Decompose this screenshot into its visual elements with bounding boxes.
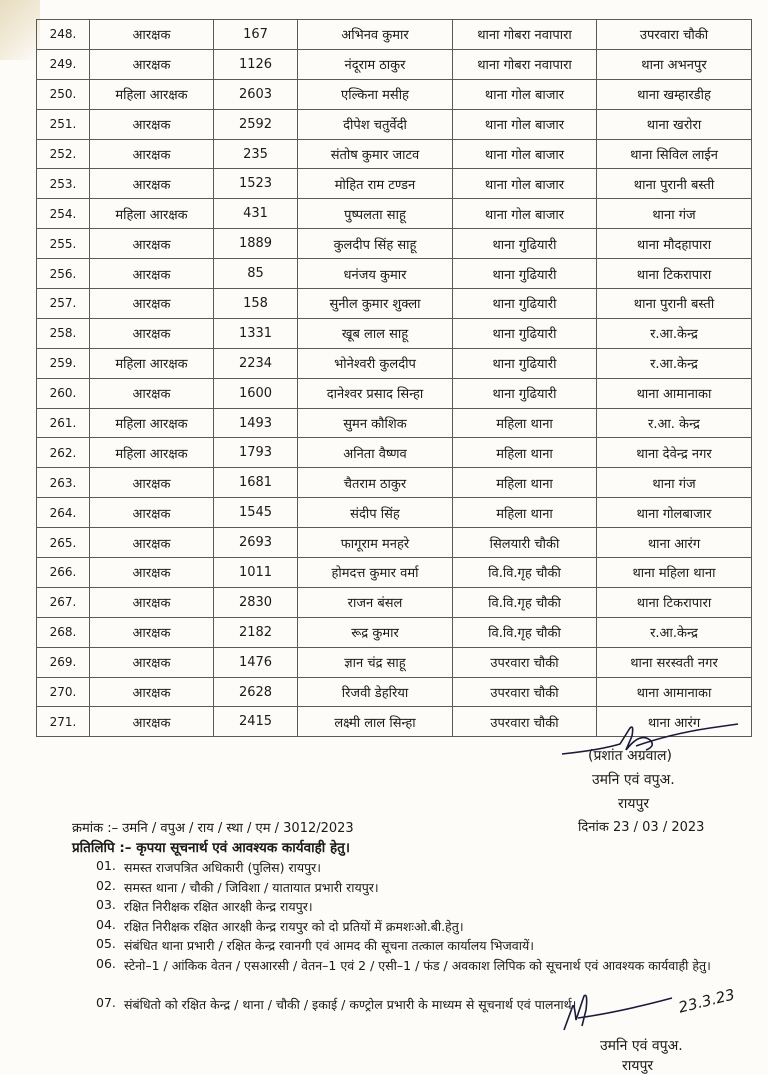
table-row: [37, 289, 752, 319]
current-posting-cell: थाना गोल बाजार: [453, 169, 597, 199]
current-posting-cell: वि.वि.गृह चौकी: [453, 617, 597, 647]
rank-cell: आरक्षक: [90, 139, 214, 169]
serial-number-cell: 251.: [37, 109, 90, 139]
employee-name-cell: राजन बंसल: [298, 587, 453, 617]
rank-cell: आरक्षक: [90, 707, 214, 737]
badge-number-cell: 1331: [214, 318, 298, 348]
current-posting-cell: महिला थाना: [453, 408, 597, 438]
new-posting-cell: थाना पुरानी बस्ती: [597, 169, 752, 199]
badge-number-cell: 1126: [214, 49, 298, 79]
employee-name-cell: अभिनव कुमार: [298, 20, 453, 50]
current-posting-cell: वि.वि.गृह चौकी: [453, 587, 597, 617]
new-posting-cell: र.आ.केन्द्र: [597, 348, 752, 378]
rank-cell: महिला आरक्षक: [90, 348, 214, 378]
employee-name-cell: पुष्पलता साहू: [298, 199, 453, 229]
rank-cell: आरक्षक: [90, 587, 214, 617]
reference-date: दिनांक 23 / 03 / 2023: [578, 820, 705, 835]
table-row: [37, 528, 752, 558]
current-posting-cell: वि.वि.गृह चौकी: [453, 558, 597, 588]
employee-name-cell: सुमन कौशिक: [298, 408, 453, 438]
table-row: [37, 498, 752, 528]
rank-cell: आरक्षक: [90, 20, 214, 50]
rank-cell: महिला आरक्षक: [90, 79, 214, 109]
employee-name-cell: एल्किना मसीह: [298, 79, 453, 109]
serial-number-cell: 254.: [37, 199, 90, 229]
copy-item-text: रक्षित निरीक्षक रक्षित आरक्षी केन्द्र रायपुर।: [124, 899, 313, 915]
copy-item-number: 03.: [96, 897, 116, 913]
serial-number-cell: 260.: [37, 378, 90, 408]
employee-name-cell: संदीप सिंह: [298, 498, 453, 528]
rank-cell: आरक्षक: [90, 259, 214, 289]
current-posting-cell: महिला थाना: [453, 498, 597, 528]
new-posting-cell: थाना गंज: [597, 468, 752, 498]
second-signature-block: [560, 985, 750, 1074]
employee-name-cell: खूब लाल साहू: [298, 318, 453, 348]
new-posting-cell: थाना सरस्वती नगर: [597, 647, 752, 677]
table-row: [37, 20, 752, 50]
rank-cell: आरक्षक: [90, 498, 214, 528]
current-posting-cell: थाना गोल बाजार: [453, 139, 597, 169]
serial-number-cell: 257.: [37, 289, 90, 319]
copy-item-text: स्टेनो–1 / आंकिक वेतन / एसआरसी / वेतन–1 एवं 2 / एसी–1 / फंड / अवकाश लिपिक को सूचनार्थ एवं आवश्यक कार्यवाही हेतु।: [124, 957, 711, 973]
badge-number-cell: 2830: [214, 587, 298, 617]
new-posting-cell: र.आ.केन्द्र: [597, 617, 752, 647]
copy-heading: प्रतिलिपि :– कृपया सूचनार्थ एवं आवश्यक कार्यवाही हेतु।: [72, 840, 350, 856]
current-posting-cell: थाना गोबरा नवापारा: [453, 20, 597, 50]
new-posting-cell: र.आ. केन्द्र: [597, 408, 752, 438]
copy-item-text: रक्षित निरीक्षक रक्षित आरक्षी केन्द्र रायपुर को दो प्रतियों में क्रमशःओ.बी.हेतु।: [124, 918, 464, 934]
badge-number-cell: 2603: [214, 79, 298, 109]
rank-cell: आरक्षक: [90, 109, 214, 139]
employee-name-cell: दानेश्वर प्रसाद सिन्हा: [298, 378, 453, 408]
serial-number-cell: 248.: [37, 20, 90, 50]
new-posting-cell: थाना पुरानी बस्ती: [597, 289, 752, 319]
copy-item-number: 06.: [96, 955, 116, 971]
copy-item: [96, 878, 736, 898]
copy-item-text: संबंधित थाना प्रभारी / रक्षित केन्द्र रवानगी एवं आमद की सूचना तत्काल कार्यालय भिजवायें।: [124, 938, 534, 954]
badge-number-cell: 85: [214, 259, 298, 289]
new-posting-cell: थाना सिविल लाईन: [597, 139, 752, 169]
badge-number-cell: 1793: [214, 438, 298, 468]
table-row: [37, 468, 752, 498]
new-posting-cell: थाना महिला थाना: [597, 558, 752, 588]
employee-name-cell: नंदूराम ठाकुर: [298, 49, 453, 79]
signatory-city: रायपुर: [618, 796, 650, 812]
current-posting-cell: थाना गोल बाजार: [453, 109, 597, 139]
badge-number-cell: 1011: [214, 558, 298, 588]
table-row: [37, 229, 752, 259]
serial-number-cell: 263.: [37, 468, 90, 498]
table-row: [37, 139, 752, 169]
table-row: [37, 617, 752, 647]
table-row: [37, 438, 752, 468]
serial-number-cell: 258.: [37, 318, 90, 348]
rank-cell: महिला आरक्षक: [90, 199, 214, 229]
serial-number-cell: 269.: [37, 647, 90, 677]
new-posting-cell: थाना मौदहापारा: [597, 229, 752, 259]
second-signature-scribble: [560, 990, 680, 1036]
current-posting-cell: थाना गुढियारी: [453, 289, 597, 319]
badge-number-cell: 1476: [214, 647, 298, 677]
new-posting-cell: थाना अभनपुर: [597, 49, 752, 79]
copy-item-number: 04.: [96, 916, 116, 932]
table-row: [37, 558, 752, 588]
serial-number-cell: 250.: [37, 79, 90, 109]
table-row: [37, 587, 752, 617]
new-posting-cell: थाना गंज: [597, 199, 752, 229]
rank-cell: आरक्षक: [90, 378, 214, 408]
new-posting-cell: थाना खरोरा: [597, 109, 752, 139]
rank-cell: आरक्षक: [90, 49, 214, 79]
new-posting-cell: र.आ.केन्द्र: [597, 318, 752, 348]
badge-number-cell: 2415: [214, 707, 298, 737]
serial-number-cell: 267.: [37, 587, 90, 617]
employee-name-cell: लक्ष्मी लाल सिन्हा: [298, 707, 453, 737]
serial-number-cell: 252.: [37, 139, 90, 169]
serial-number-cell: 271.: [37, 707, 90, 737]
badge-number-cell: 2628: [214, 677, 298, 707]
copy-item-number: 05.: [96, 936, 116, 952]
new-posting-cell: थाना टिकरापारा: [597, 587, 752, 617]
employee-name-cell: फागूराम मनहरे: [298, 528, 453, 558]
employee-name-cell: भोनेश्वरी कुलदीप: [298, 348, 453, 378]
employee-name-cell: रिजवी डेहरिया: [298, 677, 453, 707]
serial-number-cell: 264.: [37, 498, 90, 528]
table-row: [37, 677, 752, 707]
table-row: [37, 408, 752, 438]
new-posting-cell: थाना टिकरापारा: [597, 259, 752, 289]
employee-name-cell: धनंजय कुमार: [298, 259, 453, 289]
table-row: [37, 647, 752, 677]
badge-number-cell: 1681: [214, 468, 298, 498]
employee-name-cell: मोहित राम टण्डन: [298, 169, 453, 199]
serial-number-cell: 262.: [37, 438, 90, 468]
badge-number-cell: 1889: [214, 229, 298, 259]
employee-name-cell: चैतराम ठाकुर: [298, 468, 453, 498]
table-row: [37, 259, 752, 289]
table-row: [37, 79, 752, 109]
transfer-table: [36, 19, 752, 737]
copy-item-number: 01.: [96, 858, 116, 873]
serial-number-cell: 265.: [37, 528, 90, 558]
current-posting-cell: थाना गोल बाजार: [453, 79, 597, 109]
serial-number-cell: 270.: [37, 677, 90, 707]
rank-cell: महिला आरक्षक: [90, 408, 214, 438]
rank-cell: आरक्षक: [90, 468, 214, 498]
page-corner-shade: [0, 0, 40, 60]
current-posting-cell: थाना गुढियारी: [453, 259, 597, 289]
table-row: [37, 378, 752, 408]
table-row: [37, 49, 752, 79]
second-signatory-city: रायपुर: [622, 1058, 654, 1074]
serial-number-cell: 253.: [37, 169, 90, 199]
badge-number-cell: 1523: [214, 169, 298, 199]
employee-name-cell: रूद्र कुमार: [298, 617, 453, 647]
copy-item-text: समस्त थाना / चौकी / जिविशा / यातायात प्रभारी रायपुर।: [124, 879, 379, 895]
rank-cell: आरक्षक: [90, 318, 214, 348]
current-posting-cell: महिला थाना: [453, 438, 597, 468]
table-row: [37, 169, 752, 199]
badge-number-cell: 2234: [214, 348, 298, 378]
copy-item: [96, 917, 736, 937]
signatory-name: (प्रशांत अग्रवाल): [588, 748, 672, 764]
rank-cell: आरक्षक: [90, 558, 214, 588]
new-posting-cell: थाना खम्हारडीह: [597, 79, 752, 109]
transfer-table-body: [37, 20, 752, 737]
copy-item-text: संबंधितो को रक्षित केन्द्र / थाना / चौकी / इकाई / कण्ट्रोल प्रभारी के माध्यम से सूचनार्थ एवं पालनार्थ।: [124, 996, 577, 1012]
rank-cell: आरक्षक: [90, 617, 214, 647]
badge-number-cell: 1600: [214, 378, 298, 408]
current-posting-cell: थाना गोबरा नवापारा: [453, 49, 597, 79]
copy-item: [96, 936, 736, 956]
current-posting-cell: थाना गुढियारी: [453, 229, 597, 259]
rank-cell: आरक्षक: [90, 169, 214, 199]
current-posting-cell: सिलयारी चौकी: [453, 528, 597, 558]
current-posting-cell: महिला थाना: [453, 468, 597, 498]
employee-name-cell: अनिता वैष्णव: [298, 438, 453, 468]
table-row: [37, 199, 752, 229]
current-posting-cell: उपरवारा चौकी: [453, 647, 597, 677]
rank-cell: आरक्षक: [90, 677, 214, 707]
current-posting-cell: थाना गुढियारी: [453, 348, 597, 378]
employee-name-cell: संतोष कुमार जाटव: [298, 139, 453, 169]
table-row: [37, 109, 752, 139]
copy-item-number: 07.: [96, 994, 116, 1010]
badge-number-cell: 167: [214, 20, 298, 50]
copy-item: [96, 897, 736, 917]
current-posting-cell: उपरवारा चौकी: [453, 677, 597, 707]
current-posting-cell: उपरवारा चौकी: [453, 707, 597, 737]
new-posting-cell: थाना गोलबाजार: [597, 498, 752, 528]
table-row: [37, 348, 752, 378]
badge-number-cell: 2182: [214, 617, 298, 647]
badge-number-cell: 158: [214, 289, 298, 319]
serial-number-cell: 256.: [37, 259, 90, 289]
serial-number-cell: 261.: [37, 408, 90, 438]
reference-number: क्रमांक :– उमनि / वपुअ / राय / स्था / एम / 3012/2023: [72, 821, 354, 836]
badge-number-cell: 2693: [214, 528, 298, 558]
rank-cell: महिला आरक्षक: [90, 438, 214, 468]
second-signatory-designation: उमनि एवं वपुअ.: [600, 1038, 683, 1054]
new-posting-cell: थाना आमानाका: [597, 378, 752, 408]
rank-cell: आरक्षक: [90, 528, 214, 558]
employee-name-cell: होमदत्त कुमार वर्मा: [298, 558, 453, 588]
badge-number-cell: 1493: [214, 408, 298, 438]
badge-number-cell: 2592: [214, 109, 298, 139]
serial-number-cell: 255.: [37, 229, 90, 259]
badge-number-cell: 431: [214, 199, 298, 229]
rank-cell: आरक्षक: [90, 647, 214, 677]
copy-item-number: 02.: [96, 877, 116, 893]
signatory-designation: उमनि एवं वपुअ.: [592, 772, 675, 788]
serial-number-cell: 259.: [37, 348, 90, 378]
new-posting-cell: थाना देवेन्द्र नगर: [597, 438, 752, 468]
serial-number-cell: 266.: [37, 558, 90, 588]
new-posting-cell: उपरवारा चौकी: [597, 20, 752, 50]
employee-name-cell: दीपेश चतुर्वेदी: [298, 109, 453, 139]
serial-number-cell: 249.: [37, 49, 90, 79]
badge-number-cell: 235: [214, 139, 298, 169]
handwritten-date: 23.3.23: [676, 985, 737, 1017]
current-posting-cell: थाना गुढियारी: [453, 378, 597, 408]
copy-item-text: समस्त राजपत्रित अधिकारी (पुलिस) रायपुर।: [124, 860, 322, 875]
employee-name-cell: सुनील कुमार शुक्ला: [298, 289, 453, 319]
new-posting-cell: थाना आरंग: [597, 528, 752, 558]
badge-number-cell: 1545: [214, 498, 298, 528]
table-row: [37, 318, 752, 348]
rank-cell: आरक्षक: [90, 289, 214, 319]
new-posting-cell: थाना आरंग: [597, 707, 752, 737]
employee-name-cell: ज्ञान चंद्र साहू: [298, 647, 453, 677]
current-posting-cell: थाना गुढियारी: [453, 318, 597, 348]
employee-name-cell: कुलदीप सिंह साहू: [298, 229, 453, 259]
current-posting-cell: थाना गोल बाजार: [453, 199, 597, 229]
serial-number-cell: 268.: [37, 617, 90, 647]
copy-item: [96, 858, 736, 878]
new-posting-cell: थाना आमानाका: [597, 677, 752, 707]
rank-cell: आरक्षक: [90, 229, 214, 259]
